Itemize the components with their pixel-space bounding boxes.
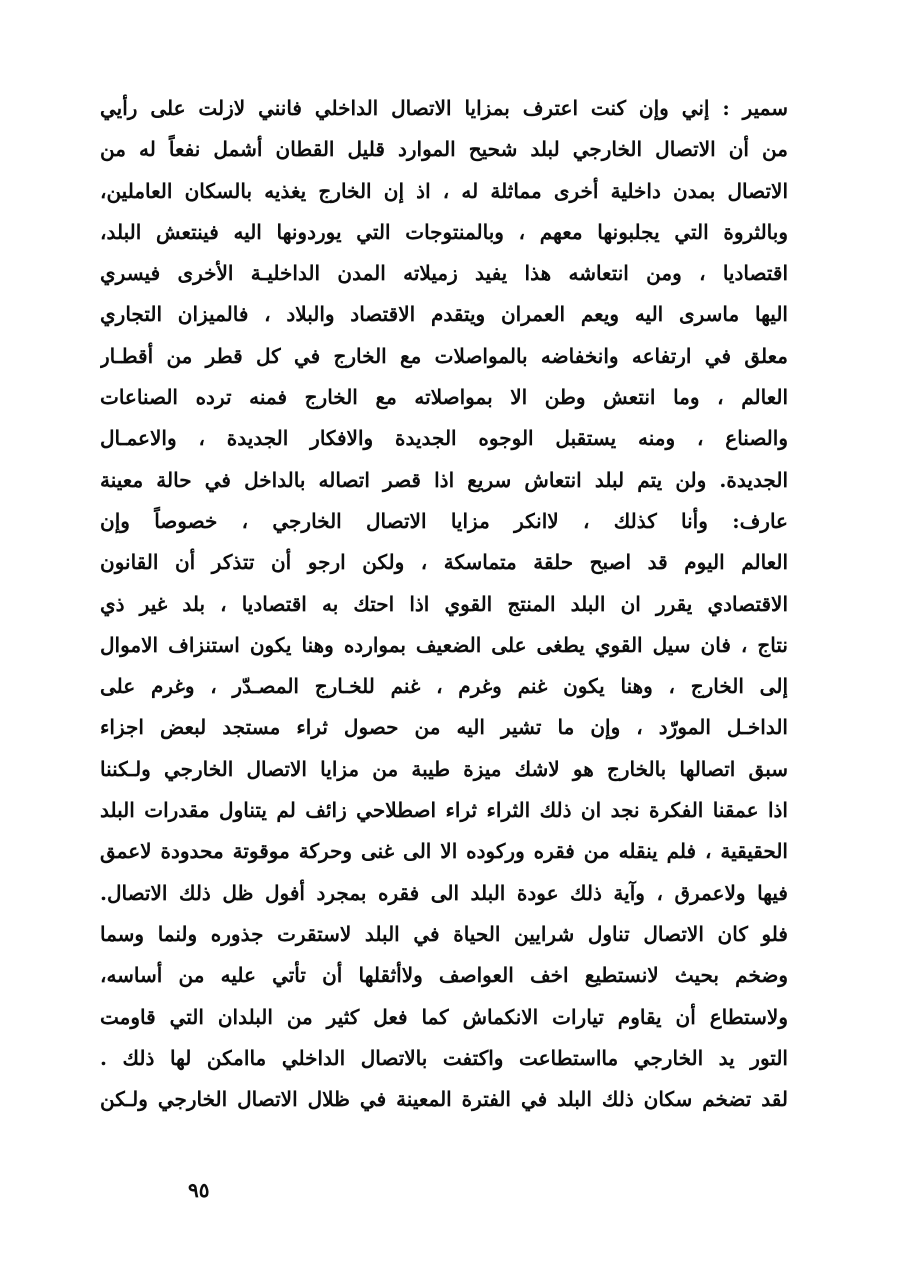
text-line: والصناع ، ومنه يستقبل الوجوه الجديدة والافكار الجديدة ، والاعمـال bbox=[100, 426, 788, 451]
text-line: لقد تضخم سكان ذلك البلد في الفترة المعينة في ظلال الاتصال الخارجي ولـكن bbox=[100, 1087, 788, 1112]
text-line: نتاج ، فان سيل القوي يطغى على الضعيف بموارده وهنا يكون استنزاف الاموال bbox=[100, 632, 788, 657]
text-line: عارف: وأنا كذلك ، لاانكر مزايا الاتصال الخارجي ، خصوصاً وإن bbox=[100, 508, 788, 533]
text-line: الاتصال بمدن داخلية أخرى مماثلة له ، اذ إن الخارج يغذيه بالسكان العاملين، bbox=[100, 178, 788, 203]
text-line: الداخـل المورّد ، وإن ما تشير اليه من حصول ثراء مستجد لبعض اجزاء bbox=[100, 715, 788, 740]
text-line: اقتصاديا ، ومن انتعاشه هذا يفيد زميلاته المدن الداخليـة الأخرى فيسري bbox=[100, 261, 788, 286]
text-line: معلق في ارتفاعه وانخفاضه بالمواصلات مع الخارج في كل قطر من أقطـار bbox=[100, 343, 788, 368]
text-line: وبالثروة التي يجلبونها معهم ، وبالمنتوجات التي يوردونها اليه فينتعش البلد، bbox=[100, 219, 788, 244]
text-line: الحقيقية ، فلم ينقله من فقره وركوده الا الى غنى وحركة موقوتة محدودة لاعمق bbox=[100, 839, 788, 864]
text-line: من أن الاتصال الخارجي لبلد شحيح الموارد قليل القطان أشمل نفعاً له من bbox=[100, 137, 788, 162]
page-number: ٩٥ bbox=[188, 1178, 210, 1202]
text-line: العالم اليوم قد اصبح حلقة متماسكة ، ولكن ارجو أن تتذكر أن القانون bbox=[100, 550, 788, 575]
text-line: فيها ولاعمرق ، وآية ذلك عودة البلد الى فقره بمجرد أفول ظل ذلك الاتصال. bbox=[100, 880, 788, 905]
text-line: ولاستطاع أن يقاوم تيارات الانكماش كما فعل كثير من البلدان التي قاومت bbox=[100, 1004, 788, 1029]
text-line: اذا عمقنا الفكرة نجد ان ذلك الثراء ثراء اصطلاحي زائف لم يتناول مقدرات البلد bbox=[100, 798, 788, 823]
text-line: فلو كان الاتصال تناول شرايين الحياة في البلد لاستقرت جذوره ولنما وسما bbox=[100, 921, 788, 946]
text-line: سمير : إني وإن كنت اعترف بمزايا الاتصال الداخلي فانني لازلت على رأيي bbox=[100, 96, 788, 120]
text-line: الجديدة. ولن يتم لبلد انتعاش سريع اذا قصر اتصاله بالداخل في حالة معينة bbox=[100, 467, 788, 492]
text-line: التور يد الخارجي مااستطاعت واكتفت بالاتصال الداخلي ماامكن لها ذلك . bbox=[100, 1045, 788, 1070]
text-line: العالم ، وما انتعش وطن الا بمواصلاته مع الخارج فمنه ترده الصناعات bbox=[100, 385, 788, 410]
body-text bbox=[100, 88, 788, 1120]
text-line: اليها ماسرى اليه ويعم العمران ويتقدم الاقتصاد والبلاد ، فالميزان التجاري bbox=[100, 302, 788, 327]
text-line: وضخم بحيث لانستطيع اخف العواصف ولاأثقلها أن تأتي عليه من أساسه، bbox=[100, 963, 788, 988]
text-line: إلى الخارج ، وهنا يكون غنم وغرم ، غنم للخـارج المصـدّر ، وغرم على bbox=[100, 674, 788, 699]
text-line: الاقتصادي يقرر ان البلد المنتج القوي اذا احتك به اقتصاديا ، بلد غير ذي bbox=[100, 591, 788, 616]
text-line: سبق اتصالها بالخارج هو لاشك ميزة طيبة من مزايا الاتصال الخارجي ولـكننا bbox=[100, 756, 788, 781]
